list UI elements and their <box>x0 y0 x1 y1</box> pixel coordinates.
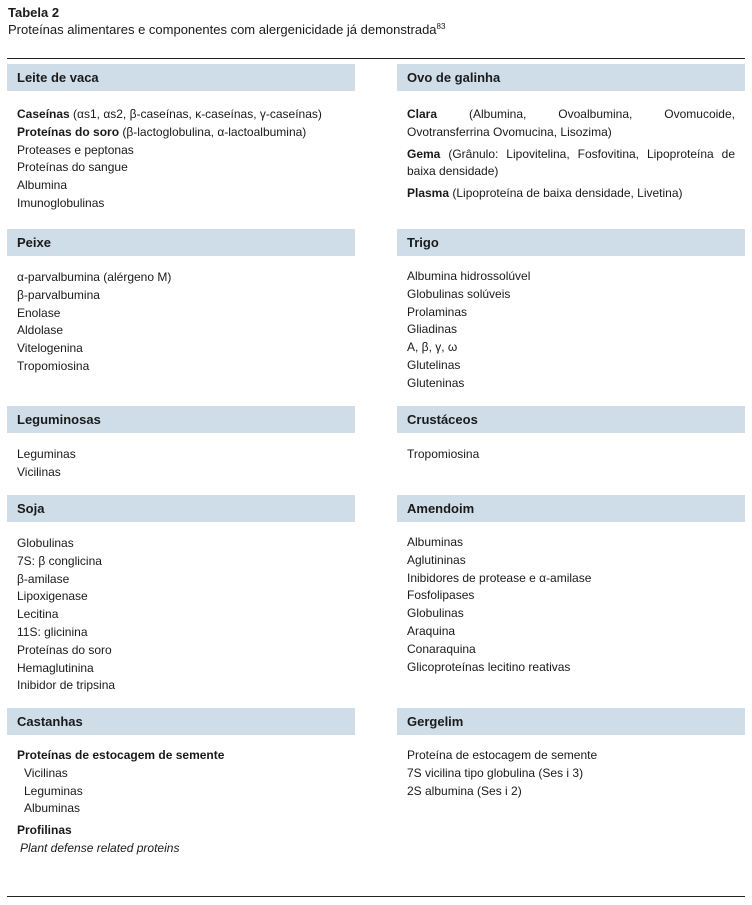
list-item: Albuminas <box>407 535 464 549</box>
list-item: Proteínas do sangue <box>17 160 128 175</box>
soro-detail: (β-lactoglobulina, α-lactoalbumina) <box>119 124 307 139</box>
list-item: Globulinas <box>17 536 74 550</box>
clara-label: Clara <box>407 107 438 121</box>
leite-soro <box>17 124 351 142</box>
list-item: Gluteninas <box>407 375 465 390</box>
list-item: 11S: glicinina <box>17 624 88 639</box>
list-item: Prolaminas <box>407 304 468 319</box>
list-item: Gliadinas <box>407 322 458 337</box>
section-body-crustaceos <box>407 446 735 464</box>
plasma-label: Plasma <box>407 186 450 201</box>
section-header-castanhas: Castanhas <box>7 708 355 735</box>
list-item: Α, β, γ, ω <box>407 340 458 355</box>
section-header-leguminosas: Leguminosas <box>7 406 355 433</box>
list-item: β-amilase <box>17 571 70 586</box>
list-item: Glicoproteínas lecitino reativas <box>407 659 571 674</box>
gema-label: Gema <box>407 146 441 161</box>
list-item: Albumina hidrossolúvel <box>407 269 531 283</box>
caption-reference: 83 <box>436 22 446 31</box>
leite-caseinas <box>17 106 351 124</box>
list-item: Aglutininas <box>407 552 466 567</box>
section-header-ovo: Ovo de galinha <box>397 64 745 91</box>
list-item: Albuminas <box>24 801 81 816</box>
table-caption <box>8 22 445 37</box>
list-item: Lipoxigenase <box>17 589 88 604</box>
list-item: Globulinas <box>407 606 464 621</box>
clara-detail: (Albumina, Ovoalbumina, Ovomucoide, Ovotransferrina Ovomucina, Lisozima) <box>407 107 735 139</box>
list-item: Tropomiosina <box>17 358 90 373</box>
list-item: Proteína de estocagem de semente <box>407 748 598 762</box>
list-item: Proteínas do soro <box>17 642 112 657</box>
caption-text: Proteínas alimentares e componentes com alergenicidade já demonstrada <box>8 22 437 37</box>
list-item: Vicilinas <box>17 464 61 479</box>
section-header-crustaceos: Crustáceos <box>397 406 745 433</box>
storage-proteins-label: Proteínas de estocagem de semente <box>17 748 225 762</box>
list-item: α-parvalbumina (alérgeno M) <box>17 270 172 284</box>
section-body-leguminosas <box>17 446 351 482</box>
plant-defense-text: Plant defense related proteins <box>20 840 180 855</box>
section-header-peixe: Peixe <box>7 229 355 256</box>
list-item: 2S albumina (Ses i 2) <box>407 783 522 798</box>
section-body-gergelim <box>407 747 735 800</box>
section-body-ovo <box>407 106 735 203</box>
list-item: Glutelinas <box>407 357 461 372</box>
soro-label: Proteínas do soro <box>17 124 120 139</box>
list-item: Albumina <box>17 178 68 193</box>
list-item: Vicilinas <box>24 765 68 780</box>
list-item: Araquina <box>407 623 456 638</box>
caseinas-detail: (αs1, αs2, β-caseínas, κ-caseínas, γ-caseínas) <box>69 107 322 121</box>
ovo-plasma <box>407 185 735 203</box>
list-item: Leguminas <box>24 783 83 798</box>
list-item: Leguminas <box>17 447 76 461</box>
list-item: Imunoglobulinas <box>17 195 105 210</box>
section-body-amendoim <box>407 534 735 676</box>
list-item: Inibidores de protease e α-amilase <box>407 570 592 585</box>
list-item: Tropomiosina <box>407 447 480 461</box>
list-item: Inibidor de tripsina <box>17 678 116 693</box>
section-header-leite: Leite de vaca <box>7 64 355 91</box>
table-title: Tabela 2 <box>8 5 60 20</box>
section-body-trigo <box>407 268 735 393</box>
ovo-clara <box>407 106 735 142</box>
list-item: Proteases e peptonas <box>17 142 134 157</box>
section-header-gergelim: Gergelim <box>397 708 745 735</box>
plasma-detail: (Lipoproteína de baixa densidade, Livetina) <box>449 186 683 201</box>
list-item: Aldolase <box>17 323 64 338</box>
ovo-gema <box>407 146 735 182</box>
list-item: Hemaglutinina <box>17 660 94 675</box>
list-item: Conaraquina <box>407 641 476 656</box>
section-body-peixe <box>17 269 351 376</box>
list-item: Vitelogenina <box>17 341 83 356</box>
section-header-trigo: Trigo <box>397 229 745 256</box>
caseinas-label: Caseínas <box>17 107 70 121</box>
section-header-soja: Soja <box>7 495 355 522</box>
section-body-soja <box>17 535 351 695</box>
section-header-amendoim: Amendoim <box>397 495 745 522</box>
profilinas-label: Profilinas <box>17 823 72 838</box>
top-rule <box>7 58 745 59</box>
list-item: Lecitina <box>17 607 59 622</box>
list-item: 7S: β conglicina <box>17 553 102 568</box>
bottom-rule <box>7 896 745 897</box>
list-item: β-parvalbumina <box>17 287 100 302</box>
list-item: 7S vicilina tipo globulina (Ses i 3) <box>407 765 584 780</box>
list-item: Fosfolipases <box>407 588 475 603</box>
section-body-leite <box>17 106 351 213</box>
gema-detail: (Grânulo: Lipovitelina, Fosfovitina, Lipoproteína de baixa densidade) <box>407 146 735 179</box>
section-body-castanhas <box>17 747 351 858</box>
list-item: Globulinas solúveis <box>407 286 511 301</box>
list-item: Enolase <box>17 305 61 320</box>
